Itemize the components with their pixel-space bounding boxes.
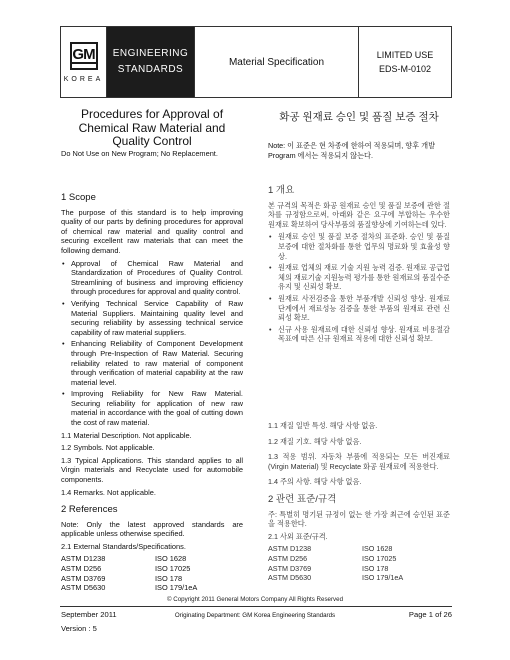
list-item: • Enhancing Reliability of Component Development through Pre-Inspection of Raw Material. Securing reliability related to raw material of component through verification of material capability at the raw material level. xyxy=(61,339,243,387)
standards-table-ko xyxy=(268,544,450,582)
document-header xyxy=(60,26,452,98)
section-2-1-en: 2.1 External Standards/Specifications. xyxy=(61,541,186,551)
list-item: • 원재료 업체의 재료 기술 지원 능력 검증. 원재료 공급업체의 재료기술 지원능력 평가를 통한 원재료의 품질수준 유지 및 신뢰성 확보. xyxy=(268,263,450,292)
references-heading-ko: 2 관련 표준/규격 xyxy=(268,494,337,505)
references-heading-en: 2 References xyxy=(61,504,118,515)
table-cell: ASTM D1238 xyxy=(268,544,312,554)
table-cell: ISO 17025 xyxy=(362,553,397,563)
section-1-2-en: 1.2 Symbols. Not applicable. xyxy=(61,443,155,453)
references-en xyxy=(61,505,243,593)
limited-use-label: LIMITED USE xyxy=(376,50,434,60)
table-cell: ISO 179/1eA xyxy=(362,573,404,583)
footer-date: September 2011 xyxy=(61,610,117,619)
gm-logo-icon: GM xyxy=(70,42,98,70)
english-column xyxy=(61,193,243,497)
section-2-1-ko: 2.1 사외 표준/규격. xyxy=(268,531,328,541)
note-korean: Note: 이 표준은 현 차종에 한하여 적용되며, 향후 개발 Program 에서는 적용되지 않는다. xyxy=(268,141,436,160)
table-cell: ASTM D1238 xyxy=(61,554,106,564)
section-1-2-ko: 1.2 재질 기호. 해당 사항 없음. xyxy=(268,436,362,446)
list-item: • 원재료 사전검증을 통한 부품개발 신뢰성 향상. 원재료 단계에서 재료성능 검증을 통한 부품의 원재료 관련 신뢰성 확보. xyxy=(268,294,450,323)
section-1-3-en: 1.3 Typical Applications. This standard applies to all Virgin materials and Recyclate used for automobile components. xyxy=(61,455,243,485)
standards-table-en xyxy=(61,554,243,592)
doc-number: EDS-M-0102 xyxy=(378,64,432,74)
footer-version: Version : 5 xyxy=(61,624,97,633)
engineering-standards-banner: ENGINEERING STANDARDS xyxy=(107,27,195,97)
korean-subsections xyxy=(268,418,450,487)
scope-text-en: The purpose of this standard is to help improving quality of our parts by defining procedures for approval of chemical raw material and quality control and securing excellent raw materials that can meet the following demand. xyxy=(61,207,243,255)
section-1-3-ko: 1.3 적용 범위. 자동차 부품에 적용되는 모든 버진재료 (Virgin Material) 및 Recyclate 화공 원재료에 적용한다. xyxy=(268,452,450,471)
doc-type-label: Material Specification xyxy=(195,27,359,97)
table-cell: ASTM D3769 xyxy=(268,563,312,573)
table-cell: ASTM D256 xyxy=(268,553,308,563)
references-note-en: Note: Only the latest approved standards are applicable unless otherwise specified. xyxy=(61,519,243,539)
copyright-notice: © Copyright 2011 General Motors Company All Rights Reserved xyxy=(166,596,344,603)
scope-bullets-en xyxy=(61,259,243,428)
doc-id-cell xyxy=(359,27,451,97)
footer-divider xyxy=(60,606,452,607)
table-cell: ASTM D5630 xyxy=(61,583,106,593)
table-cell: ISO 17025 xyxy=(155,563,191,573)
table-cell: ISO 1628 xyxy=(362,544,393,554)
list-item: • 신규 사용 원재료에 대한 신뢰성 향상. 원재료 비용절감 목표에 따른 신규 원재료 적용에 대한 신뢰성 확보. xyxy=(268,325,450,344)
logo-subtitle: KOREA xyxy=(63,75,104,83)
section-1-1-ko: 1.1 재질 일반 특성. 해당 사항 없음. xyxy=(268,421,378,430)
korean-column xyxy=(268,186,450,346)
table-cell: ISO 178 xyxy=(362,563,389,573)
table-cell: ISO 178 xyxy=(155,573,183,583)
scope-text-ko: 본 규격의 목적은 화공 원재료 승인 및 품질 보증에 관한 절차를 규정함으로써, 아래와 같은 요구에 부합하는 우수한 원재료 확보하여 당사부품의 품질향상에 기여하는데 있다. xyxy=(268,200,450,229)
list-item: • Improving Reliability for New Raw Material. Securing reliability for application of new raw material in accordance with the goal of cutting down the cost of raw material. xyxy=(61,389,243,427)
references-note-ko: 주: 특별히 명기된 규정이 없는 한 가장 최근에 승인된 표준을 적용한다. xyxy=(268,509,450,529)
section-1-1-en: 1.1 Material Description. Not applicable. xyxy=(61,430,192,440)
title-english: Procedures for Approval of Chemical Raw Material and Quality Control xyxy=(78,107,226,148)
references-ko xyxy=(268,495,450,583)
list-item: • Approval of Chemical Raw Material and Standardization of Procedures of Quality Control. Streamlining of business and improving efficiency through procedures for approval and quality control. xyxy=(61,259,243,297)
scope-heading-ko: 1 개요 xyxy=(268,185,295,196)
table-cell: ASTM D3769 xyxy=(61,573,106,583)
list-item: • Verifying Technical Service Capability of Raw Material Suppliers. Maintaining quality level and securing reliability by assessing technical service capability of raw material suppliers. xyxy=(61,299,243,337)
section-1-4-en: 1.4 Remarks. Not applicable. xyxy=(61,487,156,497)
gm-korea-logo xyxy=(61,27,107,97)
section-1-4-ko: 1.4 주의 사항. 해당 사항 없음. xyxy=(268,477,362,487)
title-korean: 화공 원재료 승인 및 품질 보증 절차 xyxy=(279,111,439,123)
footer-page-number: Page 1 of 26 xyxy=(408,610,452,619)
scope-heading-en: 1 Scope xyxy=(61,192,96,203)
list-item: • 원재료 승인 및 품질 보증 절차의 표준화. 승인 및 품질보증에 대한 절차화를 통한 업무의 명료화 및 효율성 향상. xyxy=(268,232,450,261)
footer-originating-dept: Originating Department: GM Korea Engineering Standards xyxy=(174,612,336,619)
table-cell: ASTM D256 xyxy=(61,563,102,573)
scope-bullets-ko xyxy=(268,232,450,344)
table-cell: ISO 179/1eA xyxy=(155,583,198,593)
table-cell: ASTM D5630 xyxy=(268,573,312,583)
note-english: Do Not Use on New Program; No Replacement. xyxy=(61,149,218,158)
table-cell: ISO 1628 xyxy=(155,554,187,564)
